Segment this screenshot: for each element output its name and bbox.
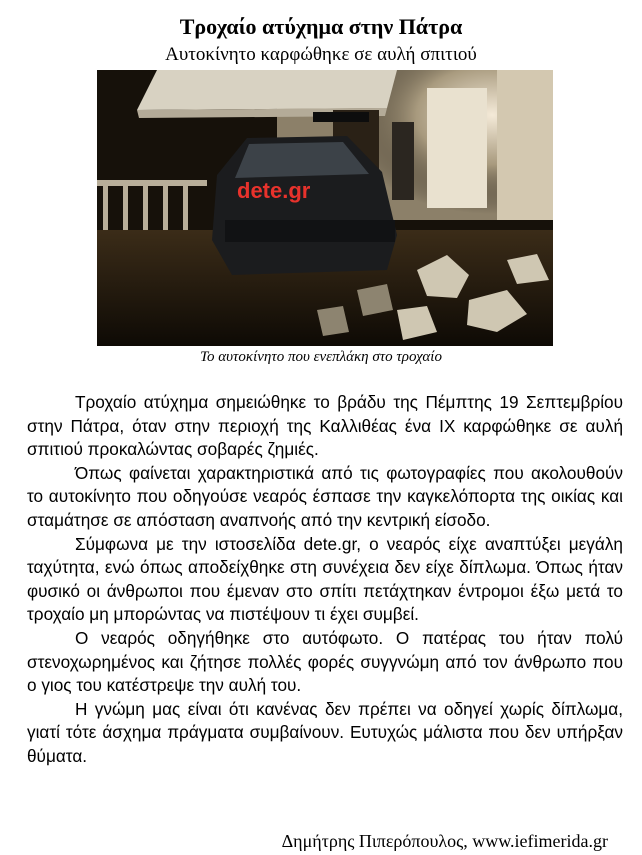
article-paragraph: Η γνώμη μας είναι ότι κανένας δεν πρέπει να οδηγεί χωρίς δίπλωμα, γιατί τότε άσχημα πράγματα συμβαίνουν. Ευτυχώς μάλιστα που δεν υπήρξαν θύματα. [27,698,623,766]
article-paragraph: Σύμφωνα με την ιστοσελίδα dete.gr, ο νεαρός είχε αναπτύξει μεγάλη ταχύτητα, ενώ όπως αποδείχθηκε στη συνέχεια δεν είχε δίπλωμα. Όπως ήταν φυσικό οι άνθρωποι που έμεναν στο σπίτι πετάχτηκαν έντρομοι έξω μετά το τροχαίο μη μπορώντας να πιστέψουν τι έχει συμβεί. [27,533,623,625]
article-paragraph: Τροχαίο ατύχημα σημειώθηκε το βράδυ της Πέμπτης 19 Σεπτεμβρίου στην Πάτρα, όταν στην περιοχή της Καλλιθέας ένα ΙΧ καρφώθηκε σε αυλή σπιτιού προκαλώντας σοβαρές ζημιές. [27,392,623,460]
article-subtitle: Αυτοκίνητο καρφώθηκε σε αυλή σπιτιού [165,44,477,65]
article-title: Τροχαίο ατύχημα στην Πάτρα [179,14,463,39]
article-signature: Δημήτρης Πιπερόπουλος, www.iefimerida.gr [281,831,608,851]
article-paragraph: Ο νεαρός οδηγήθηκε στο αυτόφωτο. Ο πατέρας του ήταν πολύ στενοχωρημένος και ζήτησε πολλές φορές συγγνώμη από τον άνθρωπο που ο γιος του κατέστρεψε την αυλή του. [27,627,623,696]
photo-caption: Το αυτοκίνητο που ενεπλάκη στο τροχαίο [200,349,442,365]
article-paragraph: Όπως φαίνεται χαρακτηριστικά από τις φωτογραφίες που ακολουθούν το αυτοκίνητο που οδηγούσε νεαρός έσπασε την καγκελόπορτα της οικίας και σταμάτησε σε απόσταση αναπνοής από την κεντρική είσοδο. [27,462,623,530]
photo-watermark: dete.gr [237,178,311,203]
article-body [27,391,623,769]
article-photo [97,70,553,346]
